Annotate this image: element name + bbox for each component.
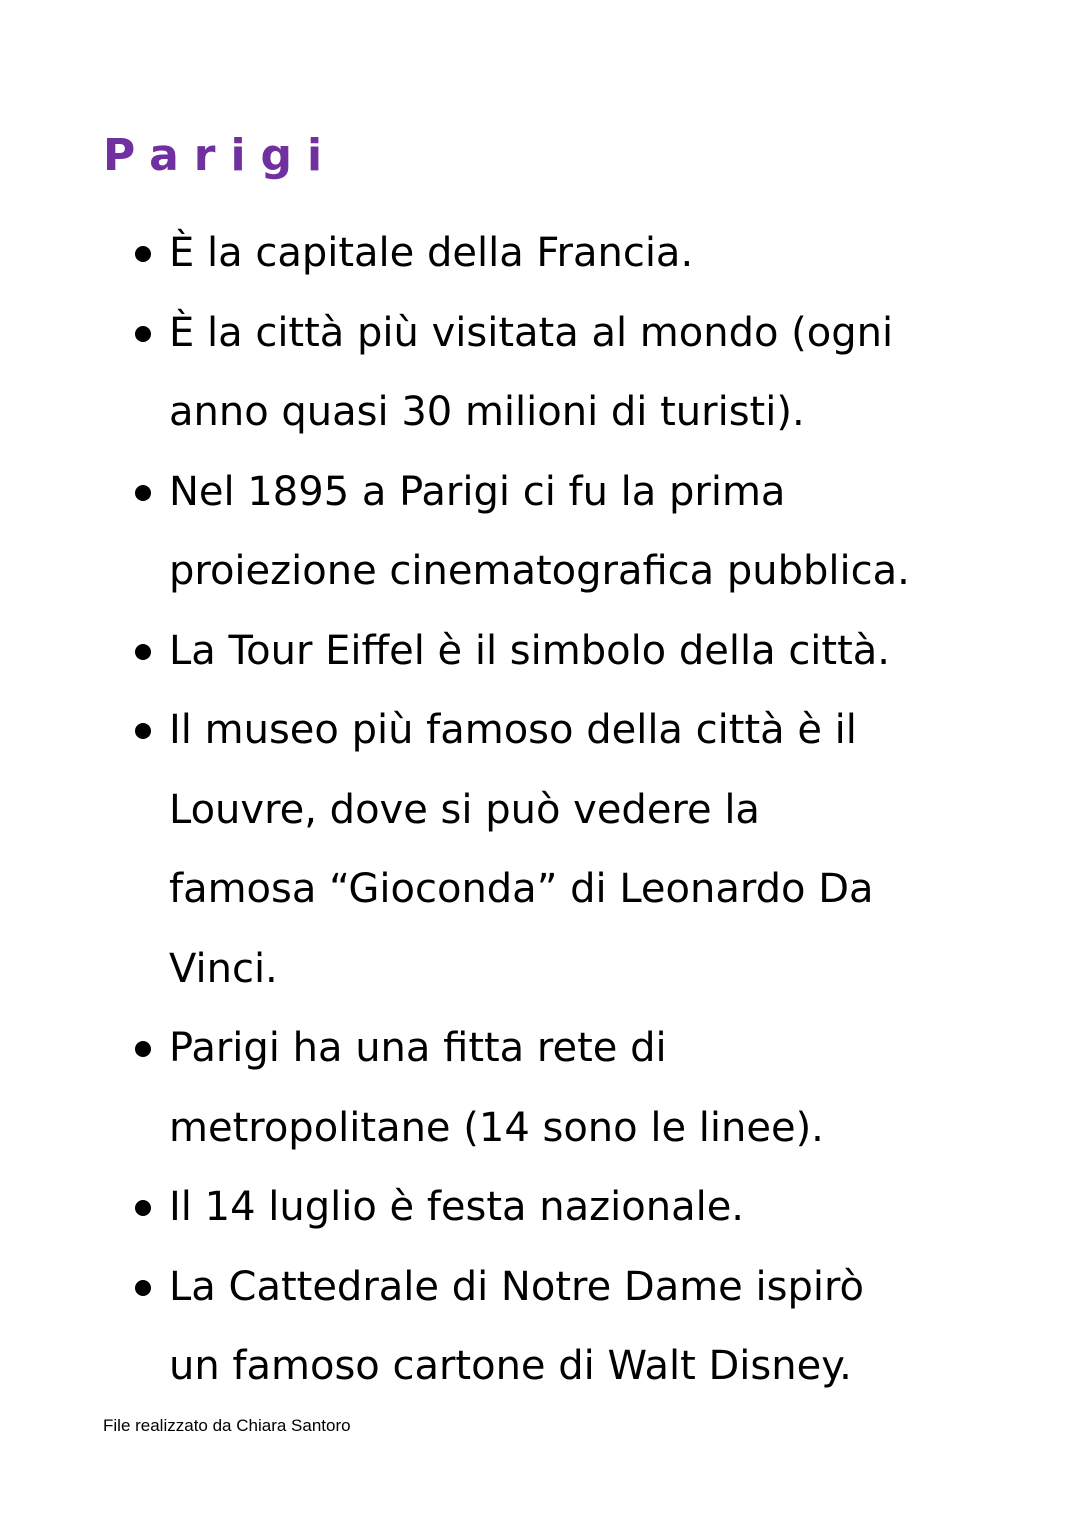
list-item bbox=[133, 453, 1033, 612]
list-item bbox=[133, 1248, 1033, 1407]
list-item-line: Parigi ha una fitta rete di bbox=[169, 1025, 667, 1071]
list-item-line: anno quasi 30 milioni di turisti). bbox=[169, 389, 805, 435]
page-title: Parigi bbox=[103, 130, 338, 181]
list-item-line: Nel 1895 a Parigi ci fu la prima bbox=[169, 468, 786, 515]
bullet-dot-icon bbox=[135, 485, 151, 501]
list-item-line: È la città più visitata al mondo (ogni bbox=[169, 309, 894, 356]
bullet-dot-icon bbox=[135, 1200, 151, 1216]
list-item-line: Il museo più famoso della città è il bbox=[169, 707, 857, 753]
list-item-line: un famoso cartone di Walt Disney. bbox=[169, 1343, 852, 1389]
list-item-line: È la capitale della Francia. bbox=[169, 230, 694, 276]
bullet-list bbox=[133, 214, 1033, 1407]
list-item-line: La Tour Eiffel è il simbolo della città. bbox=[169, 627, 891, 674]
bullet-dot-icon bbox=[135, 723, 151, 739]
list-item bbox=[133, 1168, 1033, 1248]
bullet-dot-icon bbox=[135, 326, 151, 342]
list-item-line: La Cattedrale di Notre Dame ispirò bbox=[169, 1263, 864, 1310]
list-item-line: famosa “Gioconda” di Leonardo Da bbox=[169, 866, 874, 912]
list-item bbox=[133, 294, 1033, 453]
list-item bbox=[133, 691, 1033, 1009]
list-item-line: Vinci. bbox=[169, 945, 278, 992]
bullet-dot-icon bbox=[135, 1041, 151, 1057]
list-item-line: proiezione cinematografica pubblica. bbox=[169, 548, 910, 594]
bullet-dot-icon bbox=[135, 246, 151, 262]
list-item bbox=[133, 1009, 1033, 1168]
bullet-dot-icon bbox=[135, 644, 151, 660]
list-item bbox=[133, 214, 1033, 294]
list-item-line: metropolitane (14 sono le linee). bbox=[169, 1104, 824, 1151]
list-item-line: Louvre, dove si può vedere la bbox=[169, 786, 760, 833]
footer-credit: File realizzato da Chiara Santoro bbox=[103, 1416, 351, 1435]
bullet-dot-icon bbox=[135, 1280, 151, 1296]
list-item-line: Il 14 luglio è festa nazionale. bbox=[169, 1184, 745, 1230]
list-item bbox=[133, 612, 1033, 692]
